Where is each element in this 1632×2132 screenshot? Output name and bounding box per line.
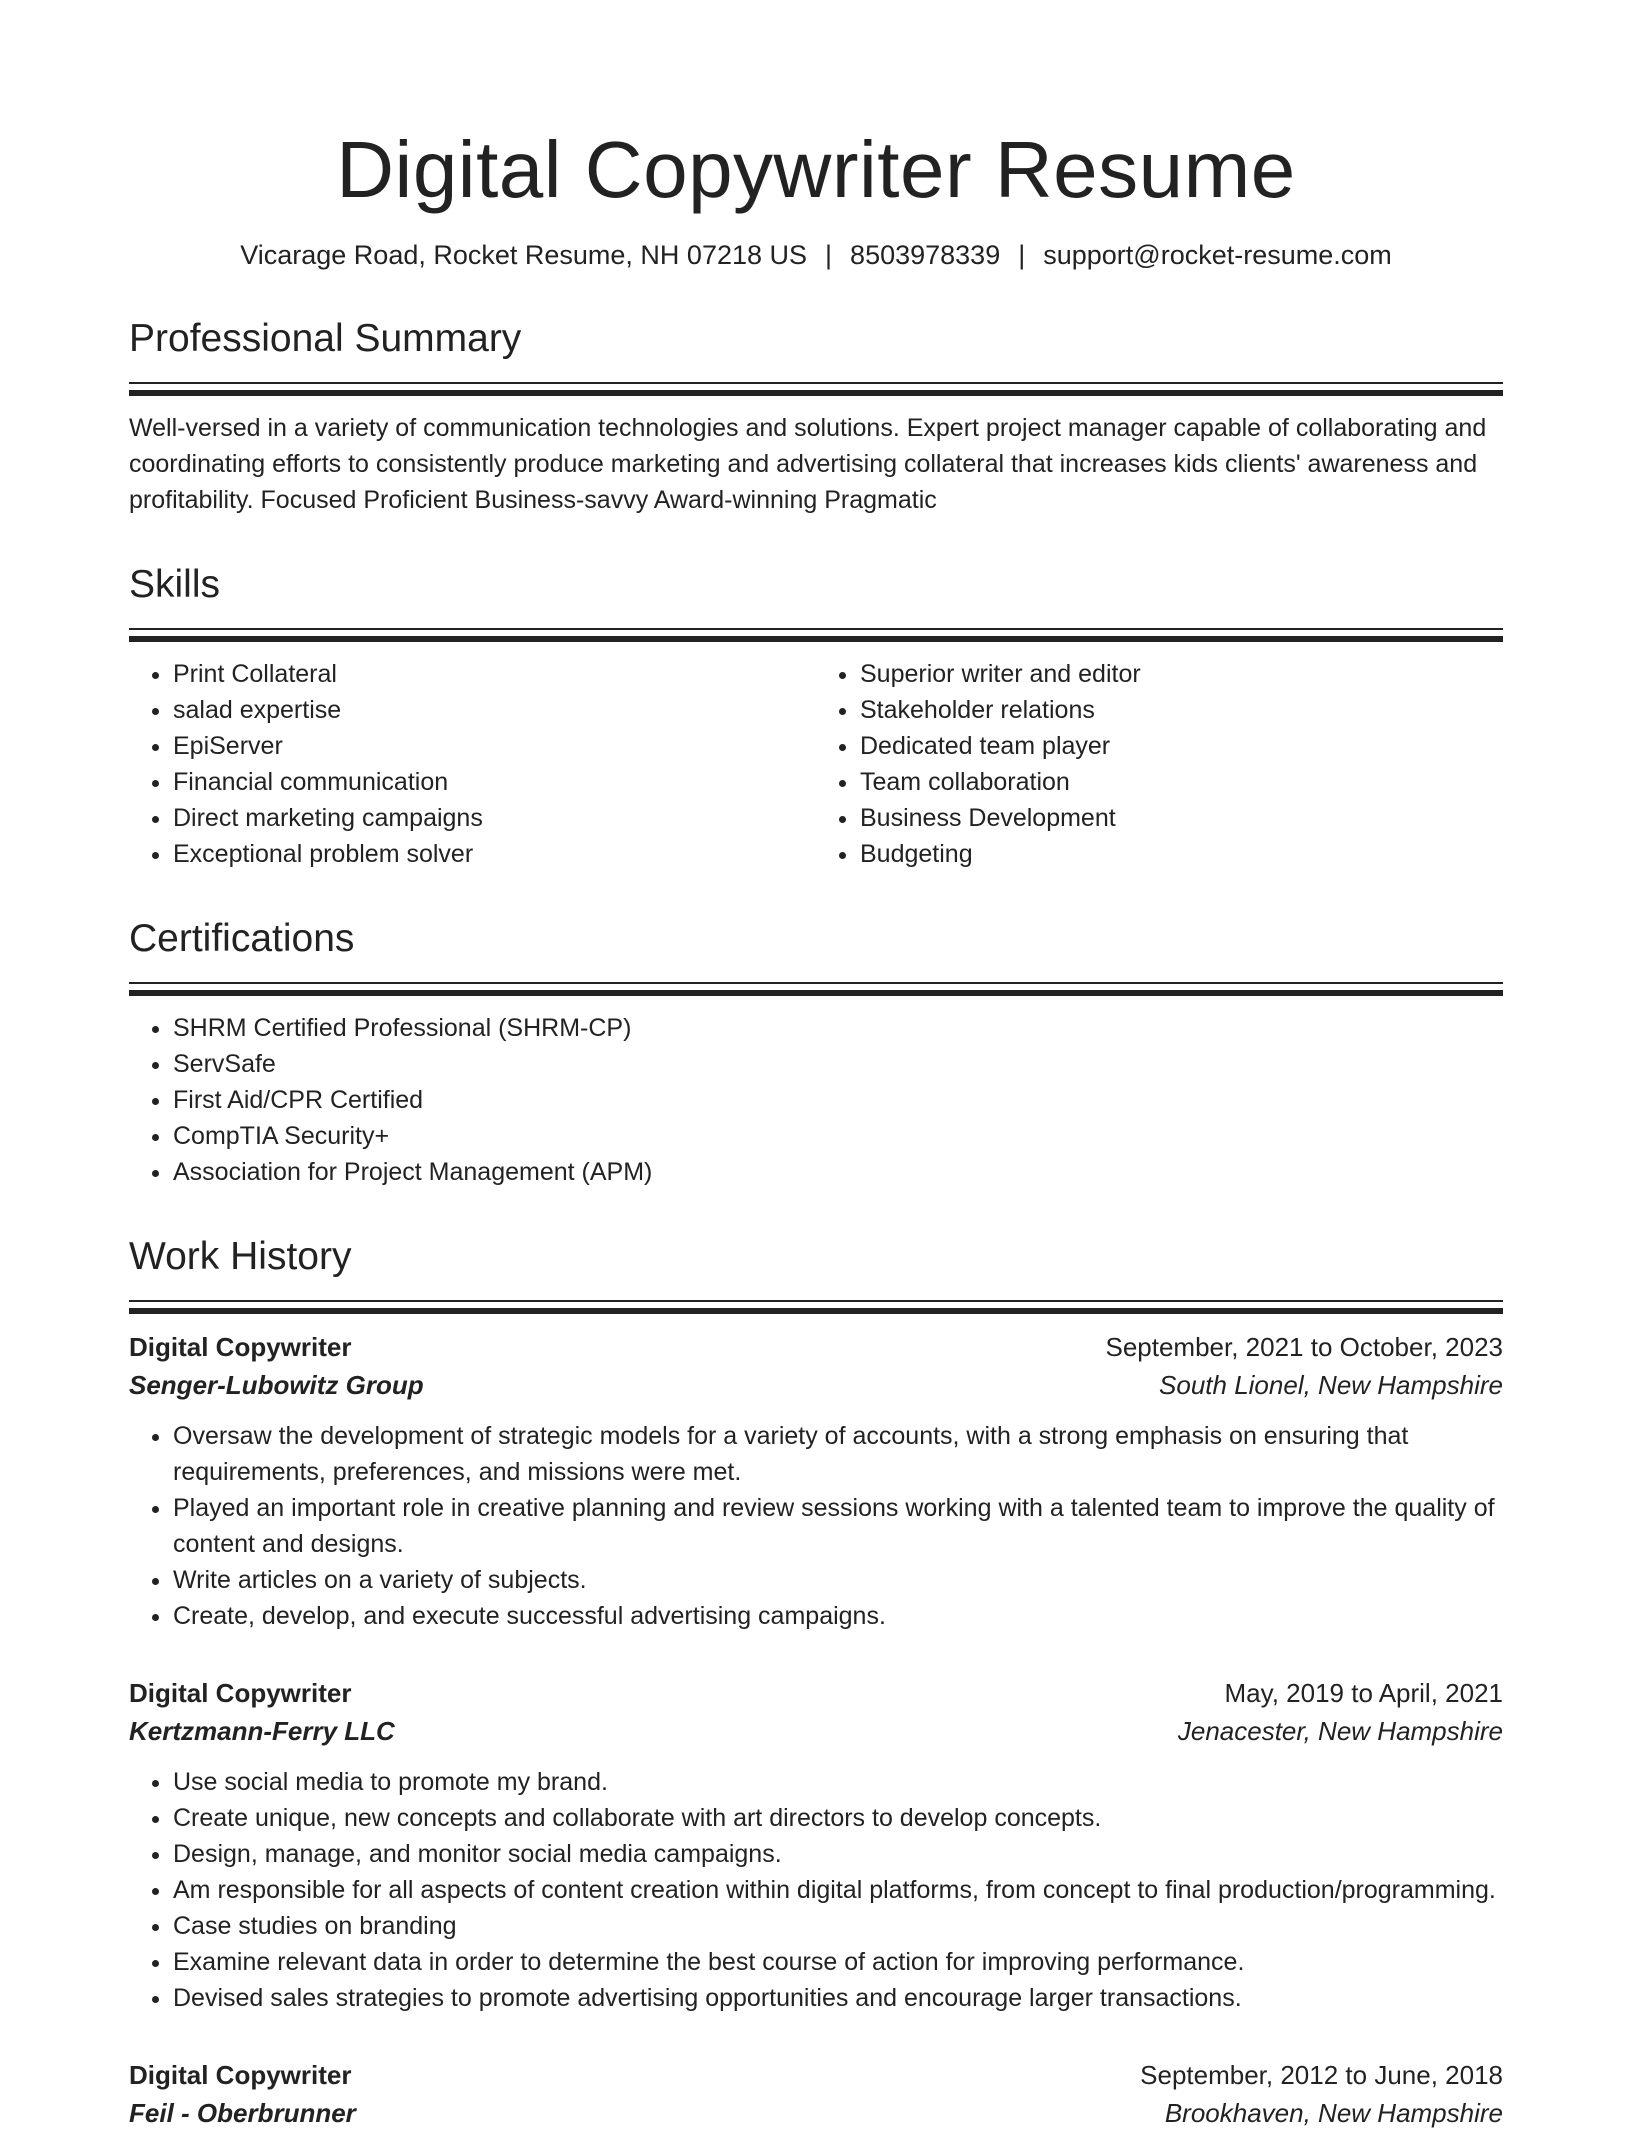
job-bullet: • Case studies on branding — [173, 1908, 1503, 1944]
skill-item: • Print Collateral — [173, 656, 816, 692]
job-bullet: • Write articles on a variety of subjects. — [173, 1562, 1503, 1598]
job-entry — [129, 2056, 1503, 2132]
skill-item: • Dedicated team player — [860, 728, 1503, 764]
contact-line — [129, 238, 1503, 272]
job-bullets — [129, 1418, 1503, 1634]
job-bullet: • Devised sales strategies to promote advertising opportunities and encourage larger transactions. — [173, 1980, 1503, 2016]
skill-item: • Financial communication — [173, 764, 816, 800]
certification-item: • First Aid/CPR Certified — [173, 1082, 1503, 1118]
job-company: Kertzmann-Ferry LLC — [129, 1716, 395, 1746]
skills-list-left — [129, 656, 816, 872]
job-title: Digital Copywriter — [129, 2060, 352, 2090]
section-heading: Professional Summary — [129, 317, 522, 360]
job-company: Senger-Lubowitz Group — [129, 1370, 424, 1400]
section-heading: Certifications — [129, 917, 355, 960]
job-bullet: • Use social media to promote my brand. — [173, 1764, 1503, 1800]
skill-item: • Superior writer and editor — [860, 656, 1503, 692]
section-rule — [129, 628, 1503, 642]
job-bullet: • Design, manage, and monitor social media campaigns. — [173, 1836, 1503, 1872]
skill-item: • EpiServer — [173, 728, 816, 764]
job-bullet: • Am responsible for all aspects of content creation within digital platforms, from concept to final production/programming. — [173, 1872, 1503, 1908]
skill-item: • Budgeting — [860, 836, 1503, 872]
section-rule — [129, 982, 1503, 996]
job-bullet: • Oversaw the development of strategic models for a variety of accounts, with a strong emphasis on ensuring that requirements, preferences, and missions were met. — [173, 1418, 1503, 1490]
section-heading: Skills — [129, 563, 221, 606]
job-dates: September, 2021 to October, 2023 — [1105, 1332, 1503, 1362]
job-title: Digital Copywriter — [129, 1332, 352, 1362]
job-location: Brookhaven, New Hampshire — [1164, 2098, 1503, 2128]
job-bullets — [129, 1764, 1503, 2016]
contact-email: support@rocket-resume.com — [1043, 240, 1392, 270]
skills-grid — [129, 656, 1503, 872]
skill-item: • Team collaboration — [860, 764, 1503, 800]
job-title: Digital Copywriter — [129, 1678, 352, 1708]
summary-section — [129, 316, 1503, 518]
section-rule — [129, 1300, 1503, 1314]
certifications-section — [129, 916, 1503, 1190]
job-dates: May, 2019 to April, 2021 — [1224, 1678, 1503, 1708]
certification-item: • Association for Project Management (APM) — [173, 1154, 1503, 1190]
certification-item: • ServSafe — [173, 1046, 1503, 1082]
contact-separator: | — [1018, 240, 1026, 270]
skill-item: • Exceptional problem solver — [173, 836, 816, 872]
skills-list-right — [816, 656, 1503, 872]
resume-title: Digital Copywriter Resume — [336, 125, 1296, 214]
job-company: Feil - Oberbrunner — [129, 2098, 356, 2128]
skill-item: • salad expertise — [173, 692, 816, 728]
certification-item: • SHRM Certified Professional (SHRM-CP) — [173, 1010, 1503, 1046]
work-history-section — [129, 1234, 1503, 2132]
job-bullet: • Played an important role in creative planning and review sessions working with a talented team to improve the quality of content and designs. — [173, 1490, 1503, 1562]
job-bullet: • Create, develop, and execute successful advertising campaigns. — [173, 1598, 1503, 1634]
skill-item: • Business Development — [860, 800, 1503, 836]
contact-address: Vicarage Road, Rocket Resume, NH 07218 US — [240, 240, 808, 270]
skill-item: • Stakeholder relations — [860, 692, 1503, 728]
summary-text: Well-versed in a variety of communication technologies and solutions. Expert project manager capable of collaborating and coordinating efforts to consistently produce marketing and advertising collateral that increases kids clients' awareness and profitability. Focused Proficient Business-savvy Award-winning Pragmatic — [129, 414, 1487, 514]
certification-item: • CompTIA Security+ — [173, 1118, 1503, 1154]
contact-phone: 8503978339 — [850, 240, 1001, 270]
section-rule — [129, 382, 1503, 396]
job-entry — [129, 1674, 1503, 2016]
job-dates: September, 2012 to June, 2018 — [1140, 2060, 1503, 2090]
skills-section — [129, 562, 1503, 872]
job-location: Jenacester, New Hampshire — [1177, 1716, 1503, 1746]
job-bullet: • Create unique, new concepts and collaborate with art directors to develop concepts. — [173, 1800, 1503, 1836]
job-entry — [129, 1328, 1503, 1634]
section-heading: Work History — [129, 1235, 352, 1278]
certifications-list — [129, 1010, 1503, 1190]
job-location: South Lionel, New Hampshire — [1159, 1370, 1503, 1400]
job-bullet: • Examine relevant data in order to determine the best course of action for improving performance. — [173, 1944, 1503, 1980]
contact-separator: | — [825, 240, 833, 270]
skill-item: • Direct marketing campaigns — [173, 800, 816, 836]
